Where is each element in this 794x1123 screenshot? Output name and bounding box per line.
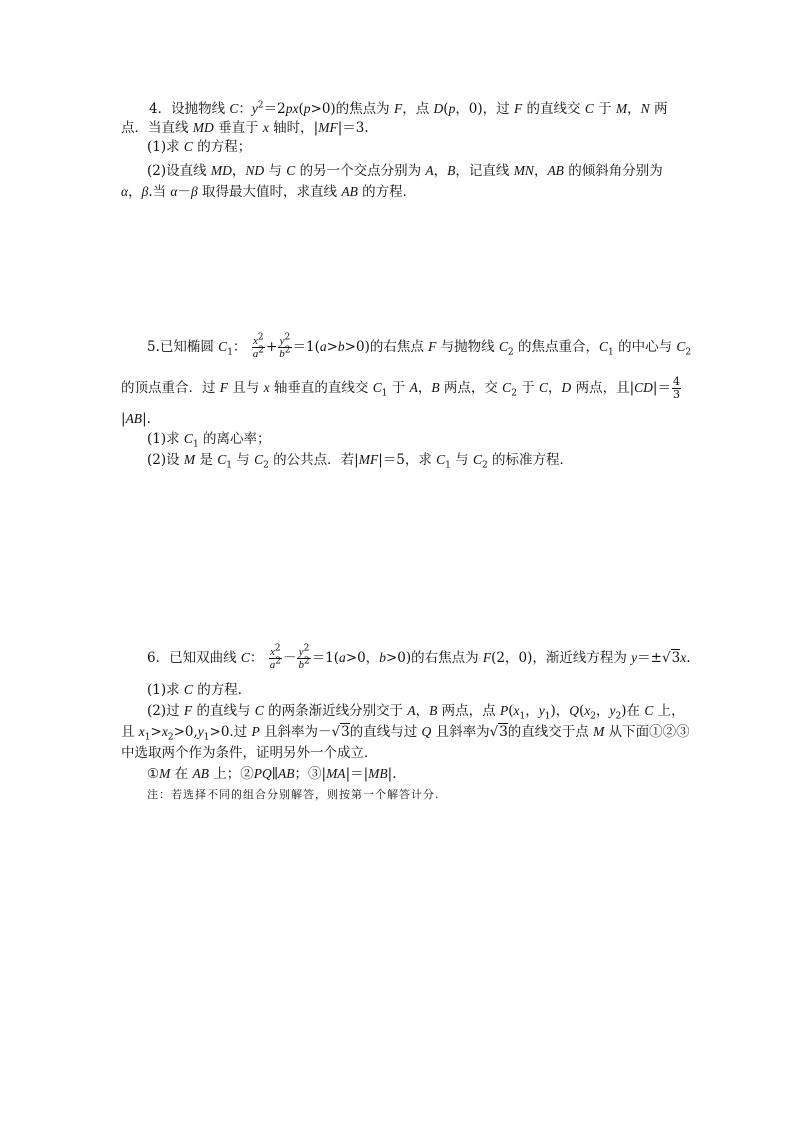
sqrt-sign: √ <box>661 650 671 666</box>
problem-6-options: ①M 在 AB 上；②PQ∥AB；③|MA|＝|MB|. <box>147 766 397 782</box>
problem-6-line-1: 6．已知双曲线 C： $\frac{x^2}{a^2}$ － $\frac{y^2}{b^2}$ ＝1(a>0，b>0)的右焦点为 F(2，0)，渐近线方程为 y＝±√3x. <box>147 643 691 671</box>
fraction-x2-a2: $\frac{x^2}{a^2}$ <box>252 332 264 360</box>
problem-5-part-1: (1)求 $C_1$ 的离心率； <box>147 431 271 450</box>
problem-4-line-2: 点．当直线 MD 垂直于 x 轴时，|MF|＝3. <box>121 120 369 136</box>
problem-6-part-2-cont: 且 $x_1>x_2>0,y_1>0$.过 P 且斜率为－√3的直线与过 Q 且斜率为√3的直线交于点 M 从下面①②③ <box>121 724 690 743</box>
problem-5-line-3: |AB|. <box>121 411 151 427</box>
problem-4-line-1: 4．设抛物线 C：$y^2=2px(p>0)$的焦点为 F，点 D(p，0)，过 F 的直线交 C 于 M，N 两 <box>149 100 668 117</box>
fraction-4-3: $\frac{4}{3}$ <box>672 375 680 401</box>
fraction-x2-a2-hyperbola: $\frac{x^2}{a^2}$ <box>269 643 281 671</box>
problem-5-line-1: 5.已知椭圆 $C_1$： $\frac{x^2}{a^2}$ + $\frac{y^2}{b^2}$ ＝1(a>b>0)的右焦点 F 与抛物线 $C_2$ 的焦点重合，$C_1$ 的中心与 $C_2$ <box>147 332 692 360</box>
problem-6-part-2-cont-2: 中选取两个作为条件，证明另外一个成立． <box>121 745 378 761</box>
problem-4-part-1: (1)求 C 的方程； <box>147 139 252 155</box>
fraction-y2-b2-hyperbola: $\frac{y^2}{b^2}$ <box>298 643 310 671</box>
sqrt-sign: √ <box>489 724 499 740</box>
problem-5-part-2: (2)设 M 是 $C_1$ 与 $C_2$ 的公共点．若|MF|＝5，求 $C_1$ 与 $C_2$ 的标准方程． <box>147 452 574 471</box>
problem-6-part-1: (1)求 C 的方程． <box>147 682 252 698</box>
problem-5-line-2: 的顶点重合．过 F 且与 x 轴垂直的直线交 $C_1$ 于 A，B 两点，交 $C_2$ 于 C，D 两点，且|CD|＝ $\frac{4}{3}$ <box>121 375 680 401</box>
problem-4-part-2: (2)设直线 MD，ND 与 C 的另一个交点分别为 A，B，记直线 MN，AB 的倾斜角分别为 <box>147 163 663 179</box>
problem-6-part-2: (2)过 F 的直线与 C 的两条渐近线分别交于 A，B 两点，点 $P(x_1$，$y_1$)，$Q(x_2$，$y_2$)在 C 上， <box>147 703 685 722</box>
problem-6-note: 注：若选择不同的组合分别解答，则按第一个解答计分. <box>147 788 440 801</box>
sqrt-sign: √ <box>331 724 341 740</box>
problem-4-part-2-cont: α，β.当 α－β 取得最大值时，求直线 AB 的方程． <box>121 184 417 200</box>
fraction-y2-b2: $\frac{y^2}{b^2}$ <box>279 332 291 360</box>
